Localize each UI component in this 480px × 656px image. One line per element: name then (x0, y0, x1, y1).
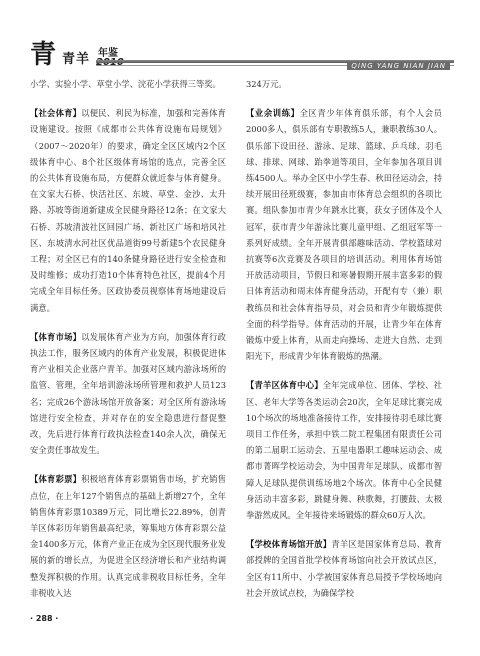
right-continuation-text: 324万元。 (246, 79, 287, 89)
section-school-venues (246, 536, 442, 601)
section-tag: 【业余训练】 (246, 108, 300, 119)
header-pinyin: QING YANG NIAN JIAN (347, 62, 450, 70)
section-tag: 【青羊区体育中心】 (246, 380, 323, 391)
page-number: · 288 · (30, 614, 59, 623)
yearbook-logo-title: 青羊 (62, 52, 91, 67)
section-sports-center (246, 377, 442, 523)
right-column (246, 76, 442, 614)
section-amateur-training (246, 105, 442, 364)
yearbook-logo-icon: 青 (30, 40, 57, 70)
section-body: 以便民、利民为标准，加强和完善体育设施建设。按照《成都市公共体育设施布局规划》（2007～2020年）的要求，确定全区区域内2个区级体育中心、8个社区级体育场馆的选点，完善全区的公共体育设施布局，方便群众就近参与体育健身。在文家大石桥、快活社区、东坡、草堂、金沙、太升路、苏坡等街道新建成全民健身路径12条；在文家大石桥、苏坡清波社区回园广场、新社区广场和培风社区、东坡清水河社区优品道街99号新建5个农民健身工程；对全区已有的140条健身路径进行安全检查和及时维修；成功打造10个体育特色社区，提前4个月完成全年目标任务。区政协委员视察体育场地建设后满意。 (30, 108, 226, 313)
section-social-sports (30, 105, 226, 316)
section-tag: 【体育彩票】 (30, 474, 82, 485)
section-body: 以发展体育产业为方向，加强体育行政执法工作，服务区域内的体育产业发展，积极促进体育产业相关企业落户青羊。加强对区域内游泳场所的监管、管理，全年培训游泳场所管理和救护人员123名；完成26个游泳场馆开放备案；对全区所有游泳场馆进行安全检查，并对存在的安全隐患进行督促整改，先后进行体育行政执法检查140余人次，确保无安全责任事故发生。 (30, 331, 226, 456)
section-sports-market (30, 329, 226, 459)
section-tag: 【社会体育】 (30, 108, 82, 119)
section-body: 青羊区是国家体育总局、教育部授牌的全国首批学校体育场馆向社会开放试点区，全区有11所中、小学被国家体育总局授予学校场地向社会开放试点校，为确保学校 (246, 539, 442, 598)
page-header (0, 0, 480, 70)
section-body: 全年完成单位、团体、学校、社区、老年大学等各类运动会20次，全年足球比赛完成10个场次的场地准备接待工作，安排接待羽毛球比赛项目工作任务，承担中铁二院工程集团有限责任公司的第二届职工运动会、五星电器职工趣味运动会、成都市菁晖学校运动会，为中国青年足球队、成都市智障人足球队提供训练场地2个场次。体育中心全民健身活动丰富多彩，跳健身舞、秧歌舞，打腰鼓、太极拳游然成风。全年接待来场锻炼的群众60万人次。 (246, 380, 442, 521)
section-body: 积极培育体育彩票销售市场，扩充销售点位，在上年127个销售点的基础上新增27个，全年销售体育彩票10389万元，同比增长22.89%，创青羊区体彩历年销售最高纪录，筹集地方体育彩票公益金1400多万元，体育产业正在成为全区现代服务业发展的新的增长点，为促进全区经济增长和产业结构调整发挥积极的作用。认真完成非税收目标任务，全年非税收入达 (30, 474, 226, 598)
yearbook-logo-nianjian: 年鉴 (98, 48, 118, 59)
section-body: 全区青少年体育俱乐部，有个人会员2000多人，俱乐部有专职教练5人，兼职教练30人。俱乐部下设田径、游泳、足球、篮球、乒乓球、羽毛球、排球、网球、跆拳道等项目，全年参加各项目训练4500人。举办全区中小学生春、秋田径运动会，持续开展田径班级赛，参加由市体育总会组织的各项比赛。组队参加市青少年跳水比赛，获女子团体及个人冠军，获市青少年游泳比赛儿童甲组、乙组冠军等一系列好成绩。全年开展青俱部趣味活动、学校篮球对抗赛等6次竞赛及各项目的培训活动。利用体育场馆开放活动项目，节假日和寒暑假期开展丰富多彩的假日体育活动和周末体育健身活动，开配有专（兼）职教练员和社会体育指导员，对会员和青少年锻炼提供全面的科学指导。体育活动的开展，让青少年在体育锻炼中爱上体育，从而走向操场、走进大自然、走到阳光下，形成青少年体育锻炼的热潮。 (246, 108, 442, 362)
section-tag: 【学校体育场馆开放】 (246, 539, 332, 550)
section-sports-lottery (30, 471, 226, 601)
section-tag: 【体育市场】 (30, 331, 82, 342)
left-column (30, 76, 226, 614)
left-continuation-text: 小学、实验小学、草堂小学、浣花小学获得三等奖。 (30, 79, 221, 89)
